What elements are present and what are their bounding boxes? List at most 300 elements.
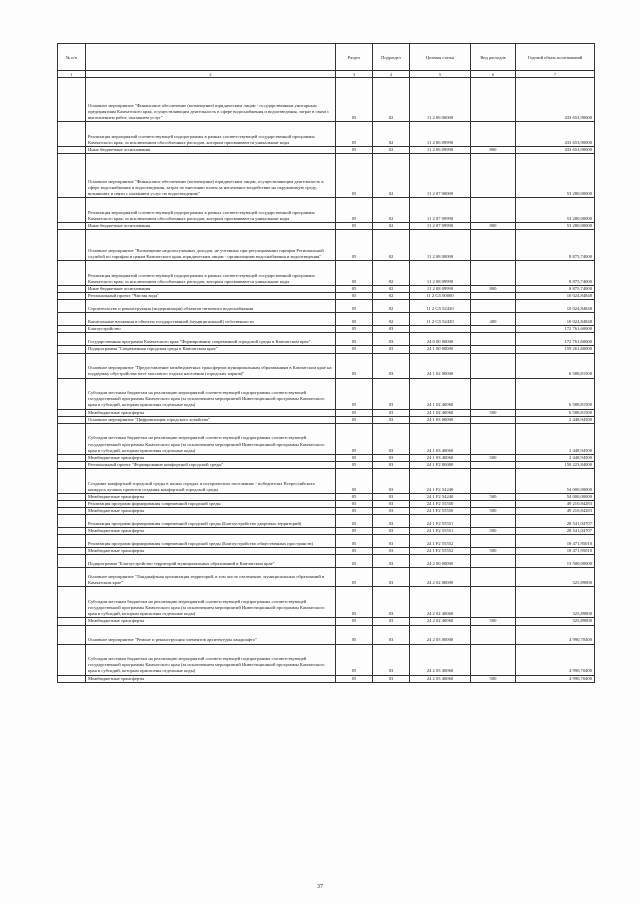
- target-article-cell: 11 2 06 09990: [410, 147, 471, 154]
- row-name-cell: Субсидии местным бюджетам на реализацию мероприятий соответствующей подпрограммы соответствующей государственной программы Камчатского края (за исключением мероприятий Инвестиционной программы Камчатского края и субсидий, которым присвоены отдельные коды): [86, 423, 336, 454]
- subsection-cell: 02: [373, 78, 410, 122]
- table-body: [58, 78, 595, 683]
- amount-cell: 18 471,95010: [516, 548, 595, 555]
- row-number-cell: [58, 261, 86, 286]
- amount-cell: 49 210,84283: [516, 508, 595, 515]
- row-name-cell: Региональный проект "Формирование комфортной городской среды": [86, 461, 336, 468]
- row-name-cell: Межбюджетные трансферты: [86, 508, 336, 515]
- section-cell: 05: [336, 548, 373, 555]
- amount-cell: 10 024,84848: [516, 300, 595, 313]
- table-row: [58, 122, 595, 147]
- section-cell: 05: [336, 493, 373, 500]
- amount-cell: 325,89800: [516, 587, 595, 618]
- target-article-cell: 24 1 03 40060: [410, 423, 471, 454]
- row-name-cell: Межбюджетные трансферты: [86, 675, 336, 682]
- row-name-cell: Реализация программ формирования современной городской среды: [86, 501, 336, 508]
- target-article-cell: 11 2 G5 00000: [410, 293, 471, 300]
- section-cell: 05: [336, 625, 373, 644]
- amount-cell: 28 541,04707: [516, 515, 595, 528]
- row-number-cell: [58, 154, 86, 198]
- expense-kind-cell: [471, 326, 516, 333]
- subsection-cell: 03: [373, 493, 410, 500]
- subsection-cell: 03: [373, 454, 410, 461]
- row-name-cell: Межбюджетные трансферты: [86, 618, 336, 625]
- target-article-cell: 24 2 02 00000: [410, 568, 471, 587]
- subsection-cell: 02: [373, 154, 410, 198]
- target-article-cell: 24 1 00 00000: [410, 346, 471, 353]
- subsection-cell: 02: [373, 261, 410, 286]
- section-cell: 05: [336, 535, 373, 548]
- expense-kind-cell: 500: [471, 618, 516, 625]
- section-cell: 05: [336, 501, 373, 508]
- section-cell: 05: [336, 568, 373, 587]
- row-name-cell: Реализация мероприятий соответствующей подпрограммы в рамках соответствующей государственной программы Камчатского края, за исключением обособленных расходов, которым присваиваются уникальные коды: [86, 198, 336, 223]
- row-number-cell: [58, 454, 86, 461]
- amount-cell: 6 588,81500: [516, 409, 595, 416]
- header-cell: Годовой объем ассигнований: [516, 44, 595, 71]
- table-row: [58, 548, 595, 555]
- target-article-cell: 24 2 03 40060: [410, 675, 471, 682]
- subsection-cell: 03: [373, 535, 410, 548]
- row-name-cell: Иные бюджетные ассигнования: [86, 147, 336, 154]
- section-cell: 05: [336, 644, 373, 675]
- row-name-cell: Подпрограмма "Современная городская среда в Камчатском крае": [86, 346, 336, 353]
- section-cell: 05: [336, 326, 373, 333]
- row-number-cell: [58, 587, 86, 618]
- subsection-cell: 02: [373, 198, 410, 223]
- section-cell: 05: [336, 300, 373, 313]
- subsection-cell: 03: [373, 515, 410, 528]
- target-article-cell: 11 2 07 09990: [410, 198, 471, 223]
- table-row: [58, 493, 595, 500]
- header-cell: Целевая статья: [410, 44, 471, 71]
- table-row: [58, 644, 595, 675]
- table-row: [58, 333, 595, 346]
- target-article-cell: 11 2 08 09990: [410, 286, 471, 293]
- target-article-cell: [410, 326, 471, 333]
- expense-kind-cell: [471, 261, 516, 286]
- table-row: [58, 147, 595, 154]
- expense-kind-cell: [471, 468, 516, 493]
- row-name-cell: Основное мероприятие "Цифровизация городского хозяйства": [86, 416, 336, 423]
- row-number-cell: [58, 528, 86, 535]
- table-row: [58, 198, 595, 223]
- section-cell: 05: [336, 286, 373, 293]
- table-row: [58, 346, 595, 353]
- section-cell: 05: [336, 468, 373, 493]
- target-article-cell: 11 2 08 09990: [410, 261, 471, 286]
- row-name-cell: Подпрограмма "Благоустройство территорий муниципальных образований в Камчатском крае": [86, 555, 336, 568]
- row-name-cell: Межбюджетные трансферты: [86, 548, 336, 555]
- row-number-cell: [58, 468, 86, 493]
- expense-kind-cell: [471, 568, 516, 587]
- subsection-cell: 03: [373, 625, 410, 644]
- table-row: [58, 416, 595, 423]
- amount-cell: 10 024,84848: [516, 293, 595, 300]
- subsection-cell: 03: [373, 644, 410, 675]
- target-article-cell: 24 1 02 40060: [410, 378, 471, 409]
- header-cell: № п/п: [58, 44, 86, 71]
- expense-kind-cell: [471, 78, 516, 122]
- target-article-cell: 24 1 F2 00000: [410, 461, 471, 468]
- subsection-cell: 03: [373, 501, 410, 508]
- section-cell: 05: [336, 515, 373, 528]
- target-article-cell: 24 1 F2 55552: [410, 535, 471, 548]
- section-cell: 05: [336, 147, 373, 154]
- row-number-cell: [58, 122, 86, 147]
- table-header-row: [58, 44, 595, 71]
- amount-cell: 28 541,04707: [516, 528, 595, 535]
- row-name-cell: Основное мероприятие "Финансовое обеспечение (возмещение) юридическим лицам, осуществляющим деятельность в сфере водоснабжения и водоотведения, затрат по внесению платы за негативное воздействие на окружающую среду, возникших в связи с оказанием услуг по водоотведению": [86, 154, 336, 198]
- section-cell: 05: [336, 230, 373, 261]
- amount-cell: 8 875,74000: [516, 261, 595, 286]
- section-cell: 05: [336, 346, 373, 353]
- section-cell: 05: [336, 293, 373, 300]
- amount-cell: 4 990,70400: [516, 644, 595, 675]
- header-cell: [86, 44, 336, 71]
- section-cell: 05: [336, 423, 373, 454]
- expense-kind-cell: [471, 353, 516, 378]
- table-row: [58, 423, 595, 454]
- table-row: [58, 313, 595, 326]
- row-name-cell: Создание комфортной городской среды в малых городах и исторических поселениях - победителях Всероссийского конкурса лучших проектов создания комфортной городской среды: [86, 468, 336, 493]
- subsection-cell: 03: [373, 468, 410, 493]
- column-number: 7: [516, 71, 595, 78]
- row-number-cell: [58, 508, 86, 515]
- target-article-cell: 24 2 02 40060: [410, 618, 471, 625]
- table-row: [58, 261, 595, 286]
- subsection-cell: 03: [373, 587, 410, 618]
- target-article-cell: 24 1 F2 55550: [410, 508, 471, 515]
- amount-cell: 433 653,90000: [516, 122, 595, 147]
- column-number: 3: [336, 71, 373, 78]
- expense-kind-cell: 500: [471, 528, 516, 535]
- section-cell: 05: [336, 508, 373, 515]
- section-cell: 05: [336, 78, 373, 122]
- row-number-cell: [58, 493, 86, 500]
- expense-kind-cell: [471, 423, 516, 454]
- expense-kind-cell: [471, 293, 516, 300]
- expense-kind-cell: [471, 300, 516, 313]
- column-number: 5: [410, 71, 471, 78]
- amount-cell: 13 500,00000: [516, 555, 595, 568]
- amount-cell: 172 761,60000: [516, 326, 595, 333]
- subsection-cell: 03: [373, 461, 410, 468]
- table-row: [58, 293, 595, 300]
- row-name-cell: Субсидии местным бюджетам на реализацию мероприятий соответствующей подпрограммы соответствующей государственной программы Камчатского края (за исключением мероприятий Инвестиционной программы Камчатского края и субсидий, которым присвоены отдельные коды): [86, 644, 336, 675]
- expense-kind-cell: [471, 587, 516, 618]
- row-name-cell: Реализация мероприятий соответствующей подпрограммы в рамках соответствующей государственной программы Камчатского края, за исключением обособленных расходов, которым присваиваются уникальные коды: [86, 261, 336, 286]
- target-article-cell: 11 2 06 09990: [410, 122, 471, 147]
- amount-cell: 325,89800: [516, 568, 595, 587]
- row-name-cell: Межбюджетные трансферты: [86, 493, 336, 500]
- target-article-cell: 24 1 F2 55551: [410, 528, 471, 535]
- expense-kind-cell: [471, 346, 516, 353]
- amount-cell: 2 448,94500: [516, 454, 595, 461]
- table-row: [58, 326, 595, 333]
- subsection-cell: 02: [373, 293, 410, 300]
- section-cell: 05: [336, 313, 373, 326]
- expense-kind-cell: 500: [471, 454, 516, 461]
- amount-cell: 4 990,70400: [516, 625, 595, 644]
- target-article-cell: 11 2 06 00000: [410, 78, 471, 122]
- table-row: [58, 230, 595, 261]
- section-cell: 05: [336, 454, 373, 461]
- subsection-cell: 03: [373, 568, 410, 587]
- row-name-cell: Межбюджетные трансферты: [86, 454, 336, 461]
- column-number: 4: [373, 71, 410, 78]
- expense-kind-cell: 400: [471, 313, 516, 326]
- expense-kind-cell: [471, 535, 516, 548]
- section-cell: 05: [336, 353, 373, 378]
- table-row: [58, 353, 595, 378]
- row-number-cell: [58, 644, 86, 675]
- expense-kind-cell: [471, 644, 516, 675]
- target-article-cell: 24 1 F2 54240: [410, 493, 471, 500]
- column-number-row: [58, 71, 595, 78]
- target-article-cell: 24 1 02 00000: [410, 353, 471, 378]
- table-row: [58, 675, 595, 682]
- row-number-cell: [58, 198, 86, 223]
- row-number-cell: [58, 555, 86, 568]
- amount-cell: 325,89800: [516, 618, 595, 625]
- target-article-cell: 11 2 G5 52430: [410, 300, 471, 313]
- subsection-cell: 02: [373, 300, 410, 313]
- target-article-cell: 24 1 F2 54240: [410, 468, 471, 493]
- table-row: [58, 508, 595, 515]
- amount-cell: 2 448,94500: [516, 416, 595, 423]
- amount-cell: 433 653,90000: [516, 78, 595, 122]
- expense-kind-cell: 800: [471, 223, 516, 230]
- table-row: [58, 378, 595, 409]
- subsection-cell: 02: [373, 313, 410, 326]
- row-number-cell: [58, 416, 86, 423]
- amount-cell: 18 471,95010: [516, 535, 595, 548]
- column-number: 1: [58, 71, 86, 78]
- row-number-cell: [58, 675, 86, 682]
- row-number-cell: [58, 409, 86, 416]
- budget-table: [57, 43, 595, 683]
- expense-kind-cell: 500: [471, 493, 516, 500]
- expense-kind-cell: [471, 416, 516, 423]
- row-number-cell: [58, 326, 86, 333]
- page-number: 37: [317, 884, 323, 890]
- row-name-cell: Благоустройство: [86, 326, 336, 333]
- header-cell: Раздел: [336, 44, 373, 71]
- table-row: [58, 286, 595, 293]
- section-cell: 05: [336, 409, 373, 416]
- expense-kind-cell: 500: [471, 548, 516, 555]
- subsection-cell: 03: [373, 555, 410, 568]
- amount-cell: 433 653,90000: [516, 147, 595, 154]
- table-row: [58, 461, 595, 468]
- amount-cell: 8 875,74000: [516, 286, 595, 293]
- row-number-cell: [58, 461, 86, 468]
- row-number-cell: [58, 515, 86, 528]
- target-article-cell: 24 1 F2 55550: [410, 501, 471, 508]
- expense-kind-cell: [471, 230, 516, 261]
- section-cell: 05: [336, 378, 373, 409]
- table-row: [58, 587, 595, 618]
- section-cell: 05: [336, 587, 373, 618]
- row-number-cell: [58, 625, 86, 644]
- row-number-cell: [58, 147, 86, 154]
- amount-cell: 54 000,00000: [516, 493, 595, 500]
- row-number-cell: [58, 346, 86, 353]
- amount-cell: 8 875,74000: [516, 230, 595, 261]
- row-number-cell: [58, 353, 86, 378]
- amount-cell: 53 280,00000: [516, 198, 595, 223]
- table-row: [58, 300, 595, 313]
- row-name-cell: Реализация программ формирования современной городской среды (Благоустройство общественных пространств): [86, 535, 336, 548]
- section-cell: 05: [336, 154, 373, 198]
- row-name-cell: Основное мероприятие "Финансовое обеспечение (возмещение) юридическим лицам - государственным унитарным предприятиям Камчатского края, осуществляющим деятельность в сфере водоснабжения и водоотведения, затрат в связи с выполнением работ, оказанием услуг": [86, 78, 336, 122]
- amount-cell: 54 000,00000: [516, 468, 595, 493]
- header-cell: Подраздел: [373, 44, 410, 71]
- row-name-cell: Реализация мероприятий соответствующей подпрограммы в рамках соответствующей государственной программы Камчатского края, за исключением обособленных расходов, которым присваиваются уникальные коды: [86, 122, 336, 147]
- table-row: [58, 454, 595, 461]
- table-row: [58, 568, 595, 587]
- amount-cell: 2 448,94500: [516, 423, 595, 454]
- expense-kind-cell: [471, 501, 516, 508]
- row-name-cell: Реализация программ формирования современной городской среды (Благоустройство дворовых территорий): [86, 515, 336, 528]
- expense-kind-cell: 800: [471, 286, 516, 293]
- subsection-cell: 03: [373, 378, 410, 409]
- amount-cell: 172 761,60000: [516, 333, 595, 346]
- table-row: [58, 78, 595, 122]
- table-row: [58, 535, 595, 548]
- row-number-cell: [58, 423, 86, 454]
- row-name-cell: Иные бюджетные ассигнования: [86, 286, 336, 293]
- target-article-cell: 24 2 03 00000: [410, 625, 471, 644]
- table-row: [58, 515, 595, 528]
- table-row: [58, 154, 595, 198]
- row-number-cell: [58, 378, 86, 409]
- row-number-cell: [58, 313, 86, 326]
- row-name-cell: Основное мероприятие "Ландшафтная организация территорий, в том числе озеленение, муниципальных образований в Камчатском крае": [86, 568, 336, 587]
- section-cell: 05: [336, 555, 373, 568]
- table-row: [58, 625, 595, 644]
- table-row: [58, 409, 595, 416]
- row-number-cell: [58, 223, 86, 230]
- row-number-cell: [58, 548, 86, 555]
- row-name-cell: Основное мероприятие "Предоставление межбюджетных трансфертов муниципальным образованиям в Камчатском крае на поддержку обустройства мест массового отдыха населения (городских парков)": [86, 353, 336, 378]
- amount-cell: 53 280,00000: [516, 223, 595, 230]
- row-number-cell: [58, 333, 86, 346]
- subsection-cell: 03: [373, 333, 410, 346]
- amount-cell: 6 588,81500: [516, 378, 595, 409]
- section-cell: 05: [336, 528, 373, 535]
- target-article-cell: 11 2 08 00000: [410, 230, 471, 261]
- subsection-cell: 03: [373, 508, 410, 515]
- amount-cell: 10 024,84848: [516, 313, 595, 326]
- subsection-cell: 02: [373, 223, 410, 230]
- section-cell: 05: [336, 333, 373, 346]
- row-number-cell: [58, 78, 86, 122]
- subsection-cell: 03: [373, 346, 410, 353]
- row-number-cell: [58, 618, 86, 625]
- expense-kind-cell: 800: [471, 147, 516, 154]
- row-number-cell: [58, 535, 86, 548]
- subsection-cell: 02: [373, 147, 410, 154]
- expense-kind-cell: 500: [471, 508, 516, 515]
- row-number-cell: [58, 568, 86, 587]
- row-number-cell: [58, 293, 86, 300]
- expense-kind-cell: [471, 378, 516, 409]
- table-row: [58, 555, 595, 568]
- subsection-cell: 03: [373, 528, 410, 535]
- table-row: [58, 468, 595, 493]
- amount-cell: 6 588,81500: [516, 353, 595, 378]
- subsection-cell: 03: [373, 675, 410, 682]
- row-name-cell: Межбюджетные трансферты: [86, 409, 336, 416]
- expense-kind-cell: [471, 515, 516, 528]
- row-number-cell: [58, 501, 86, 508]
- table-row: [58, 528, 595, 535]
- subsection-cell: 03: [373, 353, 410, 378]
- target-article-cell: 24 1 F2 55551: [410, 515, 471, 528]
- expense-kind-cell: 500: [471, 409, 516, 416]
- column-number: 2: [86, 71, 336, 78]
- target-article-cell: 24 0 00 00000: [410, 333, 471, 346]
- target-article-cell: 24 2 00 00000: [410, 555, 471, 568]
- row-name-cell: Основное мероприятие "Ремонт и реконструкция элементов архитектуры ландшафта": [86, 625, 336, 644]
- row-name-cell: Субсидии местным бюджетам на реализацию мероприятий соответствующей подпрограммы соответствующей государственной программы Камчатского края (за исключением мероприятий Инвестиционной программы Камчатского края и субсидий, которым присвоены отдельные коды): [86, 587, 336, 618]
- subsection-cell: 03: [373, 409, 410, 416]
- row-name-cell: Строительство и реконструкция (модернизация) объектов питьевого водоснабжения: [86, 300, 336, 313]
- row-name-cell: Межбюджетные трансферты: [86, 528, 336, 535]
- subsection-cell: 03: [373, 548, 410, 555]
- expense-kind-cell: [471, 555, 516, 568]
- subsection-cell: 03: [373, 416, 410, 423]
- section-cell: 05: [336, 198, 373, 223]
- amount-cell: 150 223,84000: [516, 461, 595, 468]
- amount-cell: 4 990,70400: [516, 675, 595, 682]
- row-name-cell: Региональный проект "Чистая вода": [86, 293, 336, 300]
- target-article-cell: 24 1 02 40060: [410, 409, 471, 416]
- amount-cell: 159 261,60000: [516, 346, 595, 353]
- table-row: [58, 223, 595, 230]
- target-article-cell: 24 1 F2 55552: [410, 548, 471, 555]
- row-number-cell: [58, 230, 86, 261]
- column-number: 6: [471, 71, 516, 78]
- target-article-cell: 11 2 07 09990: [410, 223, 471, 230]
- subsection-cell: 02: [373, 286, 410, 293]
- row-number-cell: [58, 300, 86, 313]
- expense-kind-cell: [471, 625, 516, 644]
- target-article-cell: 11 2 07 00000: [410, 154, 471, 198]
- expense-kind-cell: [471, 154, 516, 198]
- row-name-cell: Капитальные вложения в объекты государственной (муниципальной) собственности: [86, 313, 336, 326]
- target-article-cell: 24 1 03 40060: [410, 454, 471, 461]
- section-cell: 05: [336, 122, 373, 147]
- table-row: [58, 501, 595, 508]
- expense-kind-cell: [471, 122, 516, 147]
- section-cell: 05: [336, 223, 373, 230]
- row-number-cell: [58, 286, 86, 293]
- amount-cell: 49 210,84283: [516, 501, 595, 508]
- amount-cell: 53 280,00000: [516, 154, 595, 198]
- section-cell: 05: [336, 461, 373, 468]
- row-name-cell: Государственная программа Камчатского края "Формирование современной городской среды в Камчатском крае": [86, 333, 336, 346]
- subsection-cell: 03: [373, 618, 410, 625]
- target-article-cell: 24 2 03 40060: [410, 644, 471, 675]
- target-article-cell: 24 1 03 00000: [410, 416, 471, 423]
- table-row: [58, 618, 595, 625]
- section-cell: 05: [336, 416, 373, 423]
- expense-kind-cell: [471, 461, 516, 468]
- expense-kind-cell: [471, 333, 516, 346]
